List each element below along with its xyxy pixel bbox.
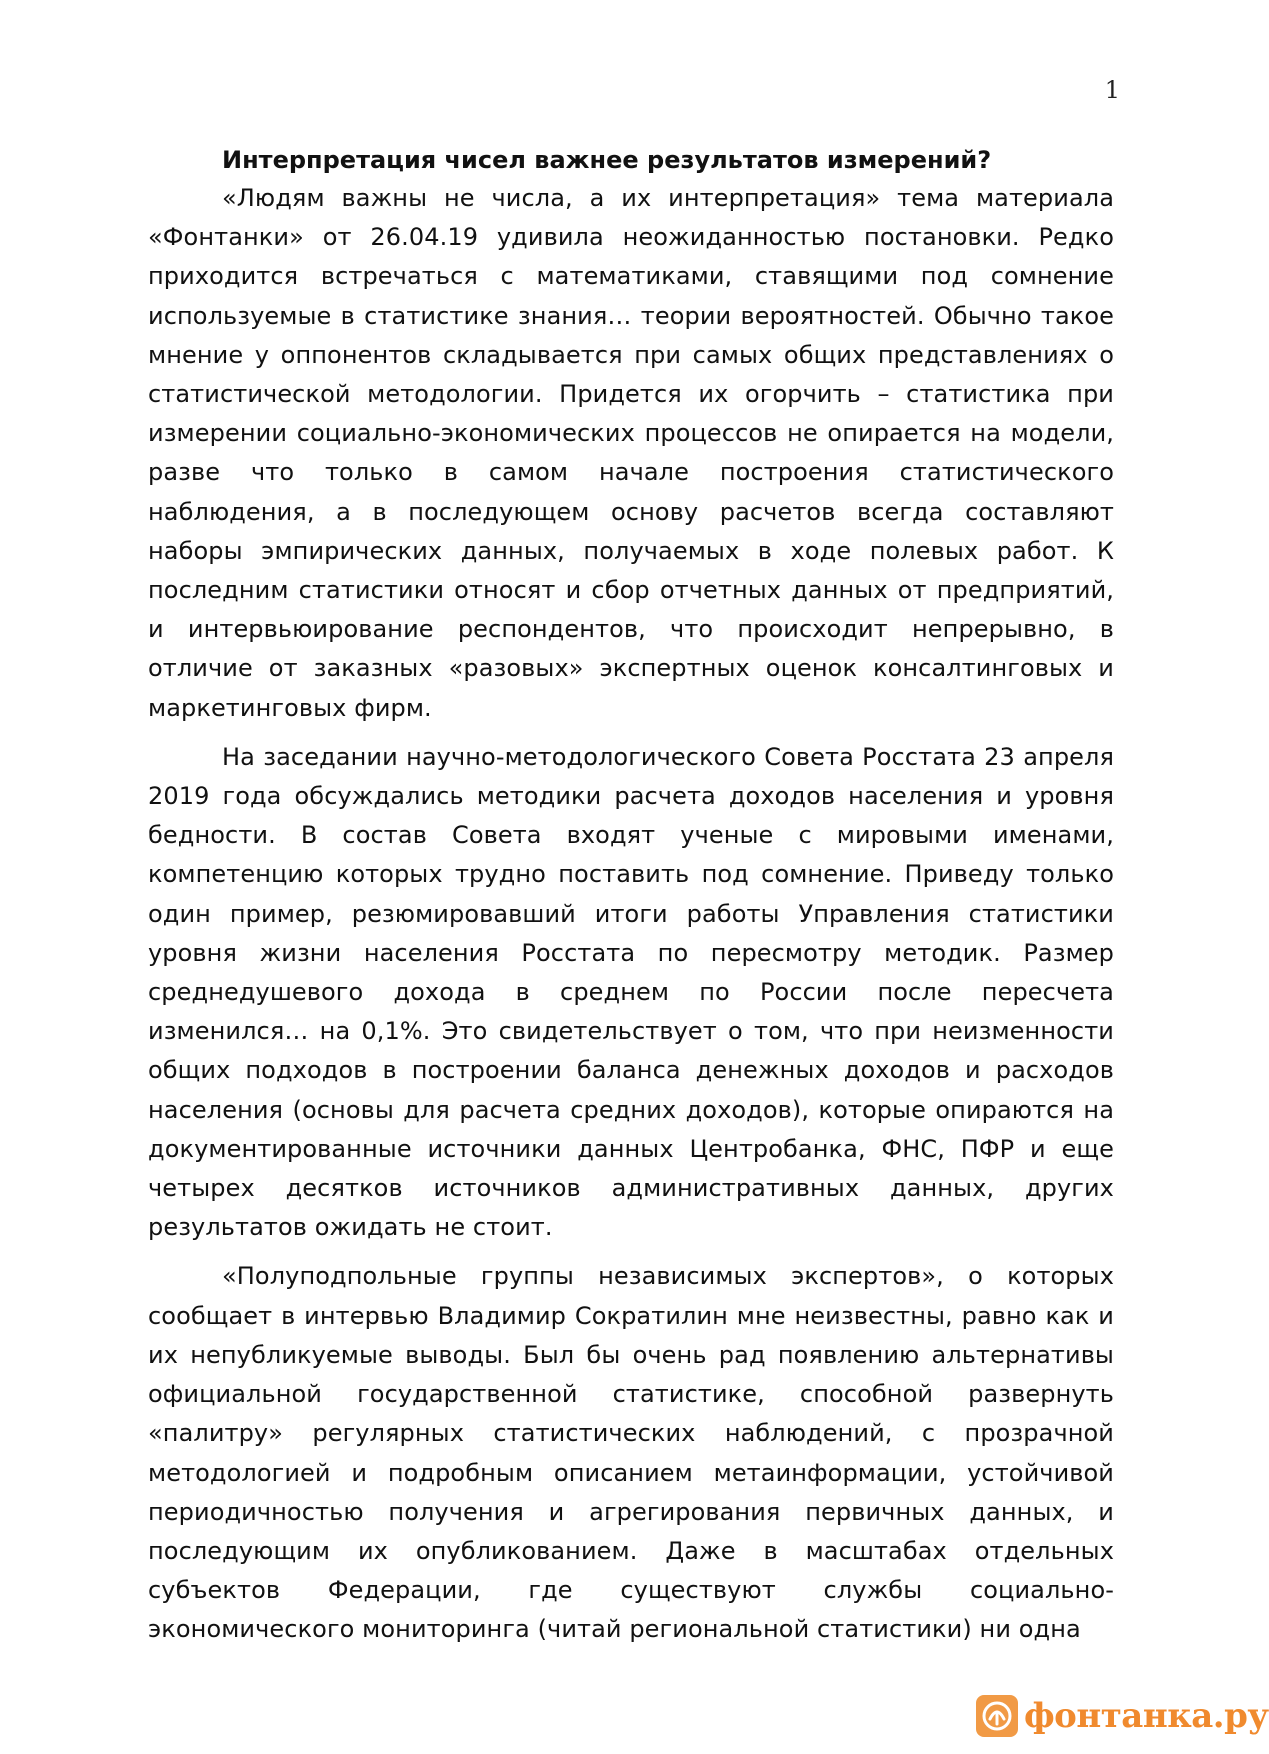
fontanka-logo-icon (976, 1695, 1018, 1737)
page-number: 1 (1104, 76, 1120, 104)
paragraph-3: «Полуподпольные группы независимых экспертов», о которых сообщает в интервью Владимир Сократилин мне неизвестны, равно как и их непубликуемые выводы. Был бы очень рад появлению альтернативы официальной государственной статистике, способной развернуть «палитру» регулярных статистических наблюдений, с прозрачной методологией и подробным описанием метаинформации, устойчивой периодичностью получения и агрегирования первичных данных, и последующим их опубликованием. Даже в масштабах отдельных субъектов Федерации, где существуют службы социально-экономического мониторинга (читай региональной статистики) ни одна (148, 1262, 1114, 1644)
document-title: Интерпретация чисел важнее результатов измерений? (222, 146, 992, 174)
document-body (148, 142, 1114, 1660)
paragraph-2: На заседании научно-методологического Совета Росстата 23 апреля 2019 года обсуждались методики расчета доходов населения и уровня бедности. В состав Совета входят ученые с мировыми именами, компетенцию которых трудно поставить под сомнение. Приведу только один пример, резюмировавший итоги работы Управления статистики уровня жизни населения Росстата по пересмотру методик. Размер среднедушевого дохода в среднем по России после пересчета изменился… на 0,1%. Это свидетельствует о том, что при неизменности общих подходов в построении баланса денежных доходов и расходов населения (основы для расчета средних доходов), которые опираются на документированные источники данных Центробанка, ФНС, ПФР и еще четырех десятков источников административных данных, других результатов ожидать не стоит. (148, 742, 1114, 1242)
watermark (976, 1694, 1269, 1738)
watermark-text: фонтанка.ру (1024, 1696, 1269, 1736)
paragraph-1: «Людям важны не числа, а их интерпретация» тема материала «Фонтанки» от 26.04.19 удивила неожиданностью постановки. Редко приходится встречаться с математиками, ставящими под сомнение используемые в статистике знания… теории вероятностей. Обычно такое мнение у оппонентов складывается при самых общих представлениях о статистической методологии. Придется их огорчить – статистика при измерении социально-экономических процессов не опирается на модели, разве что только в самом начале построения статистического наблюдения, а в последующем основу расчетов всегда составляют наборы эмпирических данных, получаемых в ходе полевых работ. К последним статистики относят и сбор отчетных данных от предприятий, и интервьюирование респондентов, что происходит непрерывно, в отличие от заказных «разовых» экспертных оценок консалтинговых и маркетинговых фирм. (148, 184, 1114, 722)
